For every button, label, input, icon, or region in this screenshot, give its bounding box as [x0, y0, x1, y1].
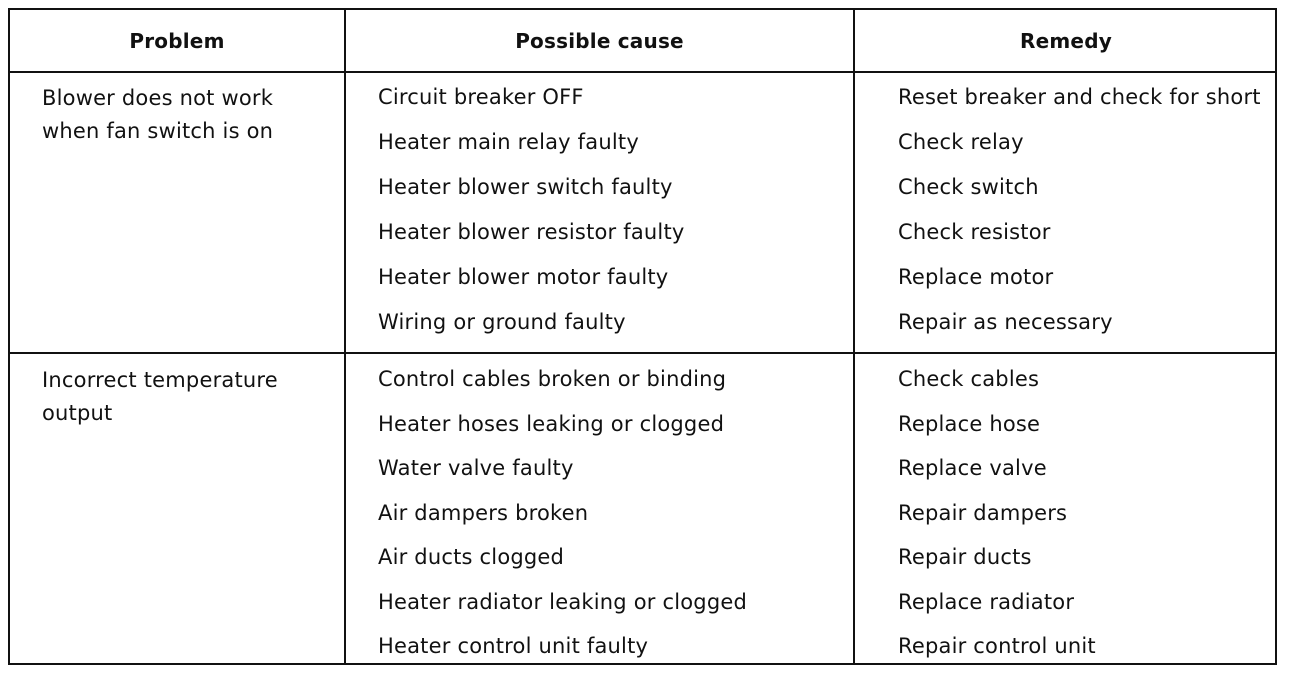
cause-cell: Water valve faulty — [378, 456, 574, 480]
troubleshooting-table — [8, 8, 1277, 665]
remedy-cell: Replace hose — [898, 411, 1041, 436]
cause-list — [378, 362, 848, 674]
remedy-cell: Repair ducts — [898, 545, 1032, 569]
group-divider — [10, 352, 1275, 354]
remedy-cell: Replace radiator — [898, 589, 1075, 614]
remedy-cell: Check relay — [898, 130, 1024, 154]
remedy-cell: Reset breaker and check for short — [898, 85, 1261, 109]
remedy-cell: Check resistor — [898, 220, 1051, 244]
remedy-cell: Replace valve — [898, 456, 1047, 480]
remedy-cell: Check cables — [898, 367, 1040, 391]
remedy-cell: Check switch — [898, 175, 1039, 199]
cause-cell: Heater hoses leaking or clogged — [378, 411, 725, 436]
cause-cell: Heater radiator leaking or clogged — [378, 589, 747, 614]
header-possible-cause: Possible cause — [515, 28, 684, 53]
problem-cell: Incorrect temperature output — [42, 368, 278, 425]
cause-cell: Control cables broken or binding — [378, 367, 727, 391]
remedy-cell: Repair dampers — [898, 500, 1068, 525]
column-divider — [853, 10, 855, 663]
remedy-cell: Repair as necessary — [898, 310, 1113, 334]
problem-cell: Blower does not work when fan switch is on — [42, 86, 274, 143]
cause-cell: Heater main relay faulty — [378, 130, 639, 154]
cause-cell: Heater blower switch faulty — [378, 175, 673, 199]
column-divider — [344, 10, 346, 663]
header-remedy: Remedy — [1020, 28, 1112, 53]
cause-list — [378, 80, 848, 350]
remedy-list — [898, 80, 1276, 350]
cause-cell: Wiring or ground faulty — [378, 310, 626, 334]
cause-cell: Heater control unit faulty — [378, 634, 649, 658]
cause-cell: Air ducts clogged — [378, 545, 565, 569]
cause-cell: Heater blower motor faulty — [378, 265, 669, 289]
remedy-cell: Replace motor — [898, 265, 1054, 289]
cause-cell: Heater blower resistor faulty — [378, 220, 685, 244]
header-divider — [10, 71, 1275, 73]
remedy-list — [898, 362, 1276, 674]
cause-cell: Circuit breaker OFF — [378, 85, 584, 109]
header-problem: Problem — [129, 28, 225, 53]
cause-cell: Air dampers broken — [378, 500, 589, 525]
remedy-cell: Repair control unit — [898, 634, 1096, 658]
